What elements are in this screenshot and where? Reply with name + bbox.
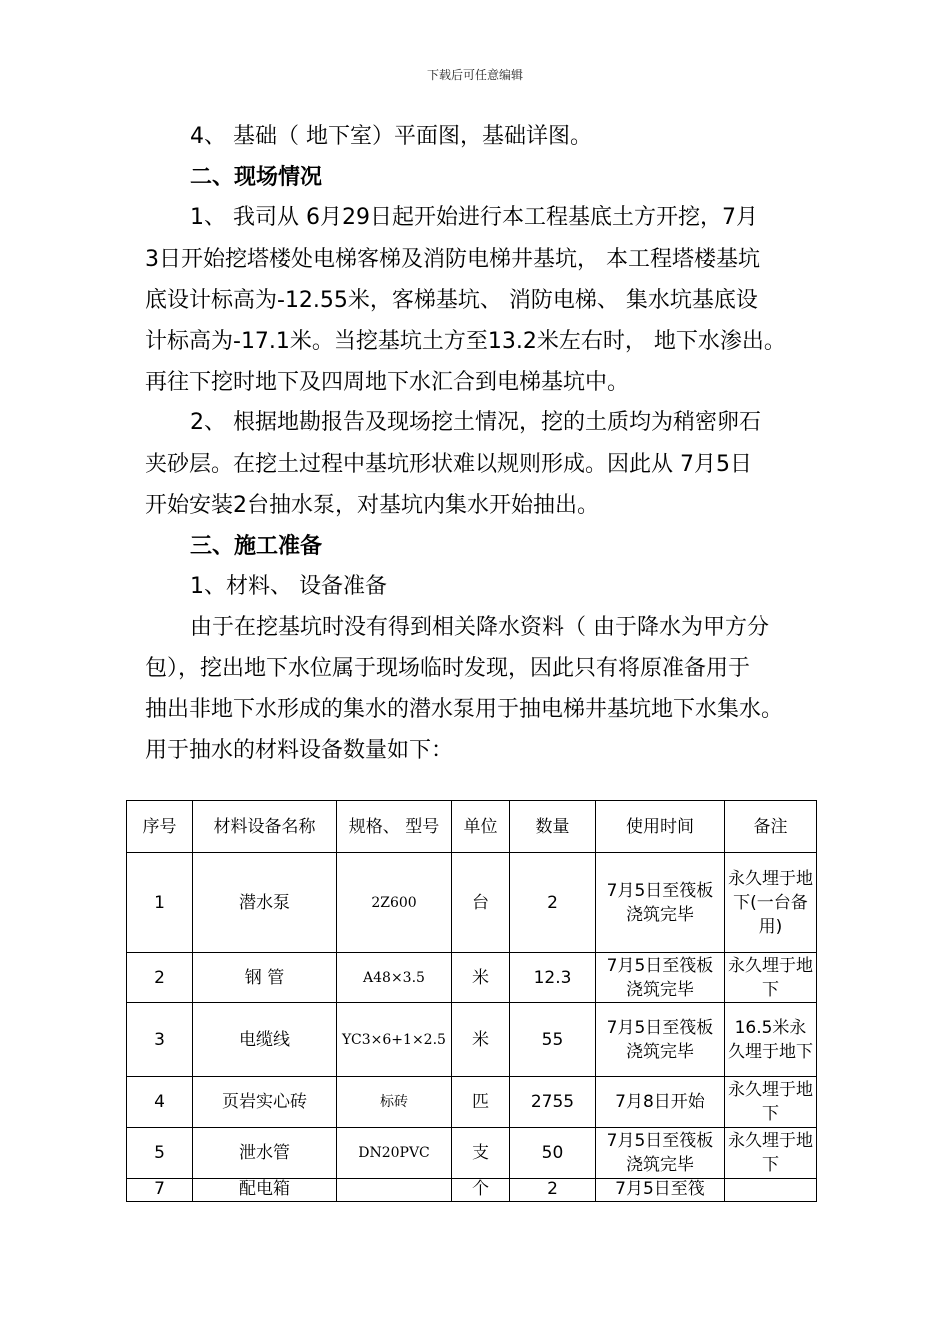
cell-unit: 匹: [452, 1077, 510, 1128]
cell-spec: DN20PVC: [337, 1128, 452, 1179]
cell-note: 永久埋于地下: [725, 1128, 817, 1179]
paragraph-line: 包），挖出地下水位属于现场临时发现，因此只有将原准备用于: [145, 656, 751, 681]
table-row: [127, 1179, 817, 1202]
header-cell: 材料设备名称: [193, 801, 337, 853]
header-cell: 规格、 型号: [337, 801, 452, 853]
header-cell: 序号: [127, 801, 193, 853]
cell-note: [725, 1179, 817, 1202]
paragraph-line: 开始安装2台抽水泵，对基坑内集水开始抽出。: [145, 493, 599, 518]
cell-spec: YC3×6+1×2.5: [337, 1003, 452, 1077]
cell-index: 2: [127, 953, 193, 1003]
paragraph-line: 抽出非地下水形成的集水的潜水泵用于抽电梯井基坑地下水集水。: [145, 697, 784, 722]
cell-unit: 米: [452, 953, 510, 1003]
table-header-row: [127, 801, 817, 853]
cell-name: 配电箱: [193, 1179, 337, 1202]
paragraph-line: 夹砂层。在挖土过程中基坑形状难以规则形成。因此从 7月5日: [145, 452, 752, 477]
cell-index: 5: [127, 1128, 193, 1179]
cell-index: 1: [127, 853, 193, 953]
cell-note: 永久埋于地下: [725, 953, 817, 1003]
cell-note: 16.5米永久埋于地下: [725, 1003, 817, 1077]
cell-note: 永久埋于地下(一台备用): [725, 853, 817, 953]
cell-unit: 个: [452, 1179, 510, 1202]
cell-qty: 50: [510, 1128, 596, 1179]
paragraph-line: 1、 我司从 6月29日起开始进行本工程基底土方开挖，7月: [190, 205, 758, 230]
section-heading-prep: 三、施工准备: [190, 534, 323, 559]
cell-name: 页岩实心砖: [193, 1077, 337, 1128]
cell-spec: 2Z600: [337, 853, 452, 953]
cell-time: 7月5日至筏板浇筑完毕: [596, 1128, 725, 1179]
cell-spec: A48×3.5: [337, 953, 452, 1003]
materials-table: [126, 800, 817, 1202]
cell-qty: 12.3: [510, 953, 596, 1003]
subsection-heading: 1、材料、 设备准备: [190, 574, 387, 599]
header-cell: 数量: [510, 801, 596, 853]
paragraph-line: 再往下挖时地下及四周地下水汇合到电梯基坑中。: [145, 370, 630, 395]
header-cell: 使用时间: [596, 801, 725, 853]
table-row: [127, 1077, 817, 1128]
header-cell: 备注: [725, 801, 817, 853]
cell-time: 7月5日至筏板浇筑完毕: [596, 953, 725, 1003]
cell-time: 7月8日开始: [596, 1077, 725, 1128]
cell-qty: 55: [510, 1003, 596, 1077]
table-row: [127, 953, 817, 1003]
cell-time: 7月5日至筏板浇筑完毕: [596, 1003, 725, 1077]
paragraph-line: 由于在挖基坑时没有得到相关降水资料（ 由于降水为甲方分: [190, 615, 769, 640]
cell-name: 电缆线: [193, 1003, 337, 1077]
cell-spec: 标砖: [337, 1077, 452, 1128]
item-4-foundation: 4、 基础（ 地下室）平面图，基础详图。: [190, 124, 592, 149]
table-row: [127, 1128, 817, 1179]
cell-time: 7月5日至筏板浇筑完毕: [596, 853, 725, 953]
page-header: 下载后可任意编辑: [426, 68, 523, 82]
cell-qty: 2: [510, 853, 596, 953]
cell-time: 7月5日至筏: [596, 1179, 725, 1202]
cell-qty: 2: [510, 1179, 596, 1202]
cell-name: 泄水管: [193, 1128, 337, 1179]
paragraph-line: 底设计标高为-12.55米，客梯基坑、 消防电梯、 集水坑基底设: [145, 288, 758, 313]
cell-unit: 米: [452, 1003, 510, 1077]
section-heading-site: 二、现场情况: [190, 165, 323, 190]
paragraph-line: 用于抽水的材料设备数量如下：: [145, 738, 454, 763]
cell-unit: 台: [452, 853, 510, 953]
paragraph-line: 2、 根据地勘报告及现场挖土情况，挖的土质均为稍密卵石: [190, 410, 761, 435]
header-cell: 单位: [452, 801, 510, 853]
cell-index: 4: [127, 1077, 193, 1128]
table-row: [127, 853, 817, 953]
cell-name: 钢 管: [193, 953, 337, 1003]
cell-index: 3: [127, 1003, 193, 1077]
cell-qty: 2755: [510, 1077, 596, 1128]
paragraph-line: 计标高为-17.1米。当挖基坑土方至13.2米左右时， 地下水渗出。: [145, 329, 786, 354]
cell-index: 7: [127, 1179, 193, 1202]
cell-spec: [337, 1179, 452, 1202]
cell-note: 永久埋于地下: [725, 1077, 817, 1128]
table-row: [127, 1003, 817, 1077]
cell-unit: 支: [452, 1128, 510, 1179]
paragraph-line: 3日开始挖塔楼处电梯客梯及消防电梯井基坑， 本工程塔楼基坑: [145, 247, 760, 272]
cell-name: 潜水泵: [193, 853, 337, 953]
